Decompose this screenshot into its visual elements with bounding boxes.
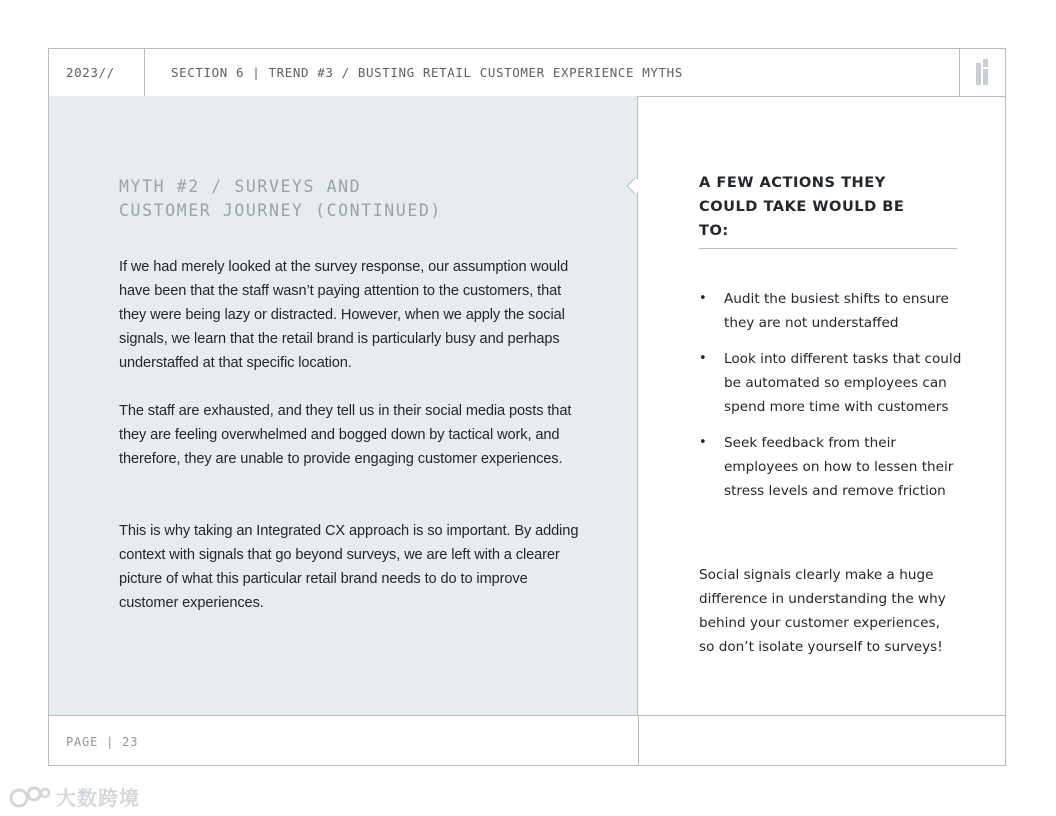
header-divider <box>144 49 145 96</box>
action-text: Audit the busiest shifts to ensure they are not understaffed <box>724 291 949 331</box>
list-item <box>699 287 969 335</box>
watermark <box>8 782 140 811</box>
myth-title <box>119 175 519 223</box>
body-paragraph: The staff are exhausted, and they tell us in their social media posts that they are feeling overwhelmed and bogged down by tactical work, and therefore, they are unable to provide engaging customer experiences. <box>119 403 572 467</box>
footer-divider <box>638 715 639 766</box>
list-item <box>699 431 969 503</box>
heading-divider <box>699 248 957 249</box>
bullet-icon: • <box>699 291 707 306</box>
brand-logo-icon <box>974 59 992 87</box>
action-text: Seek feedback from their employees on how to lessen their stress levels and remove friction <box>724 435 954 499</box>
page-frame <box>48 48 1006 766</box>
body-paragraph: If we had merely looked at the survey response, our assumption would have been that the staff wasn’t paying attention to the customers, that they were being lazy or distracted. However, when we apply the social signals, we learn that the retail brand is particularly busy and perhaps understaffed at that specific location. <box>119 259 569 371</box>
footer-divider <box>49 715 1005 716</box>
action-text: Look into different tasks that could be automated so employees can spend more time with customers <box>724 351 962 415</box>
watermark-logo-icon <box>8 784 52 810</box>
header-divider <box>959 49 960 96</box>
watermark-text: 大数跨境 <box>56 786 140 810</box>
actions-heading: A FEW ACTIONS THEY COULD TAKE WOULD BE TO: <box>699 174 905 239</box>
list-item <box>699 347 969 419</box>
myth-title-line: MYTH #2 / SURVEYS AND <box>119 177 362 196</box>
body-paragraph: This is why taking an Integrated CX approach is so important. By adding context with signals that go beyond surveys, we are left with a clearer picture of what this particular retail brand needs to do to improve customer experiences. <box>119 523 579 611</box>
closing-statement: Social signals clearly make a huge difference in understanding the why behind your customer experiences, so don’t isolate yourself to surveys! <box>699 567 946 655</box>
bullet-icon: • <box>699 351 707 366</box>
section-breadcrumb: SECTION 6 | TREND #3 / BUSTING RETAIL CUSTOMER EXPERIENCE MYTHS <box>171 65 683 80</box>
actions-list <box>699 287 969 515</box>
page-header <box>49 49 1005 97</box>
myth-title-line: CUSTOMER JOURNEY (CONTINUED) <box>119 201 442 220</box>
bullet-icon: • <box>699 435 707 450</box>
year-label: 2023// <box>66 65 115 80</box>
page-number: PAGE | 23 <box>66 735 139 749</box>
